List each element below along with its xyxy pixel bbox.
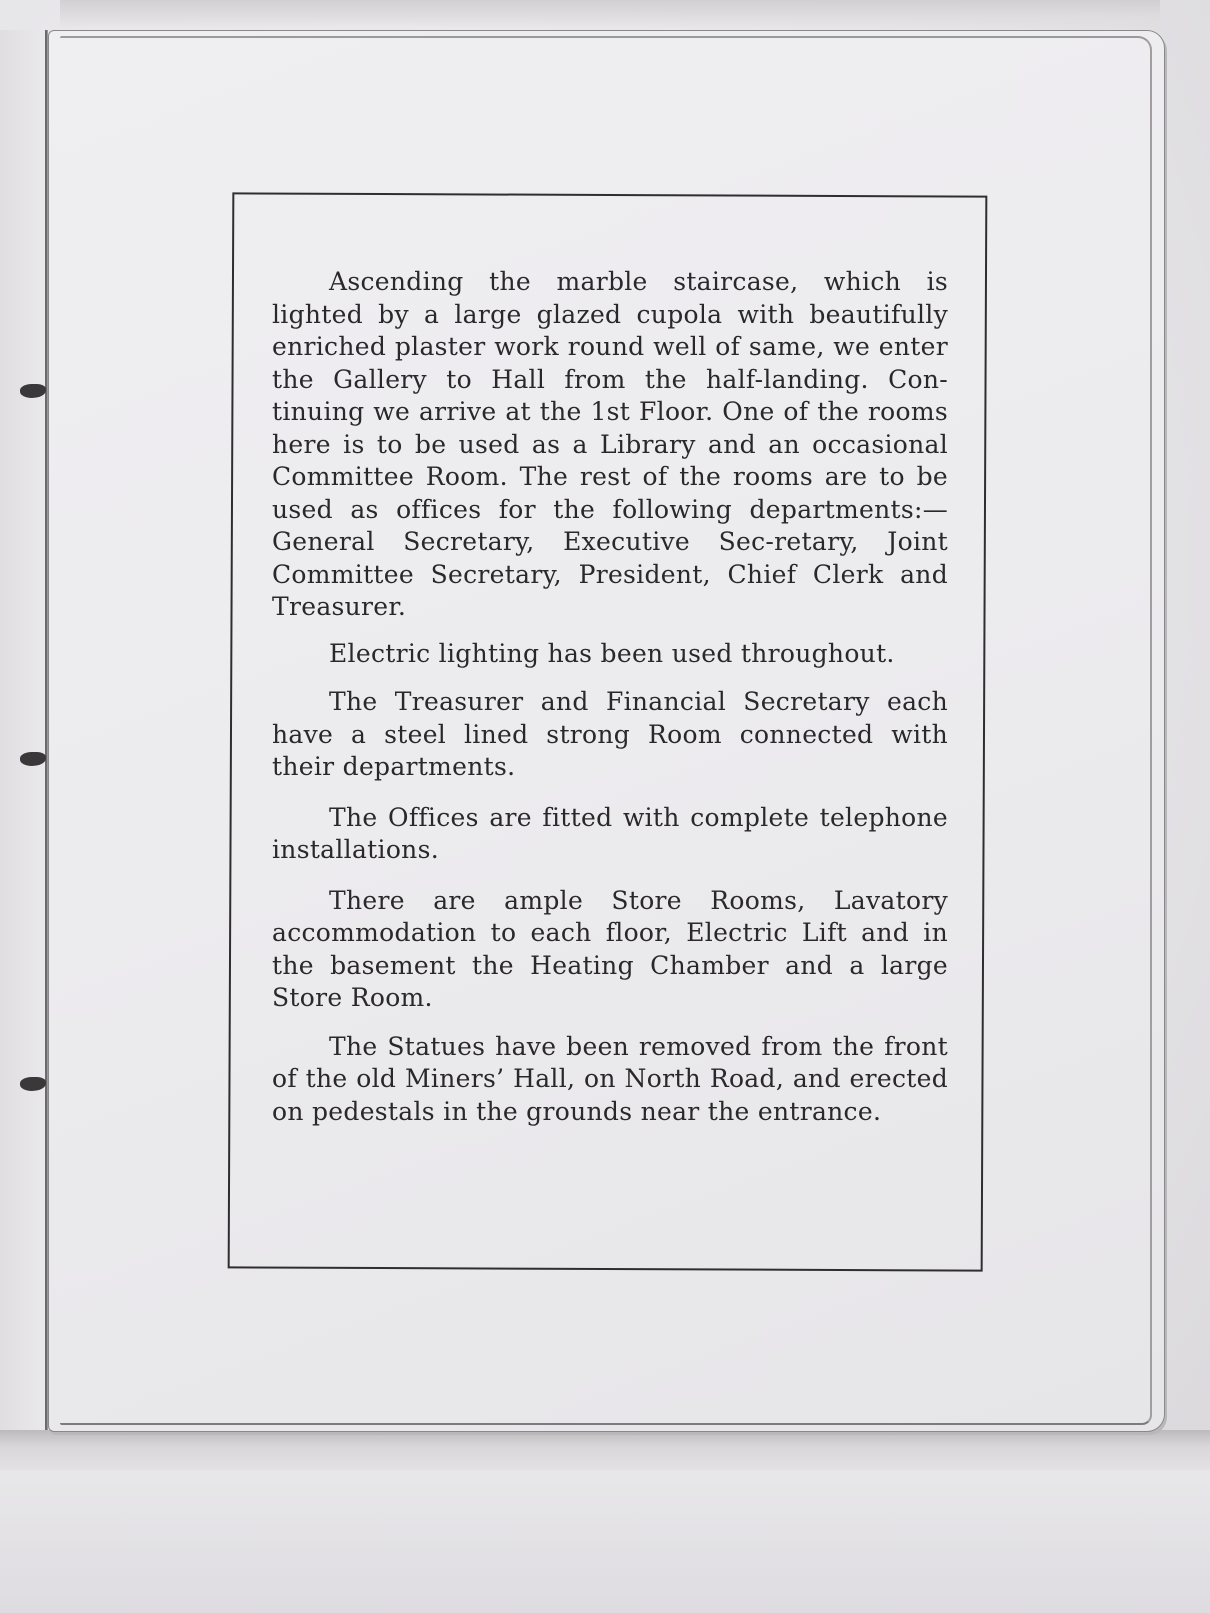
paragraph-staircase: Ascending the marble staircase, which is lighted by a large glazed cupola with beautifully enriched plaster work round well of same, we enter the Gallery to Hall from the half-landing. Con-tinuing we arrive at the 1st Floor. One of the rooms here is to be used as a Library and an occasional Committee Room. The rest of the rooms are to be used as offices for the following departments:—General Secretary, Executive Sec-retary, Joint Committee Secretary, President, Chief Clerk and Treasurer. [272, 267, 948, 621]
paragraph-store-rooms: There are ample Store Rooms, Lavatory accommodation to each floor, Electric Lift and in the basement the Heating Chamber and a large Store Room. [272, 885, 948, 1012]
paragraph-strong-room: The Treasurer and Financial Secretary each have a steel lined strong Room connected with their departments. [272, 687, 948, 781]
body-text [272, 266, 948, 1128]
left-page-edge [0, 30, 47, 1430]
paragraph-electric-lighting: Electric lighting has been used throughout. [329, 638, 895, 668]
paragraph-statues: The Statues have been removed from the front of the old Miners’ Hall, on North Road, and erected on pedestals in the grounds near the entrance. [272, 1031, 948, 1126]
top-edge-shadow [60, 0, 1160, 28]
table-surface [0, 1465, 1210, 1613]
bottom-edge-shadow [0, 1430, 1210, 1470]
paragraph-telephone: The Offices are fitted with complete telephone installations. [272, 802, 948, 864]
